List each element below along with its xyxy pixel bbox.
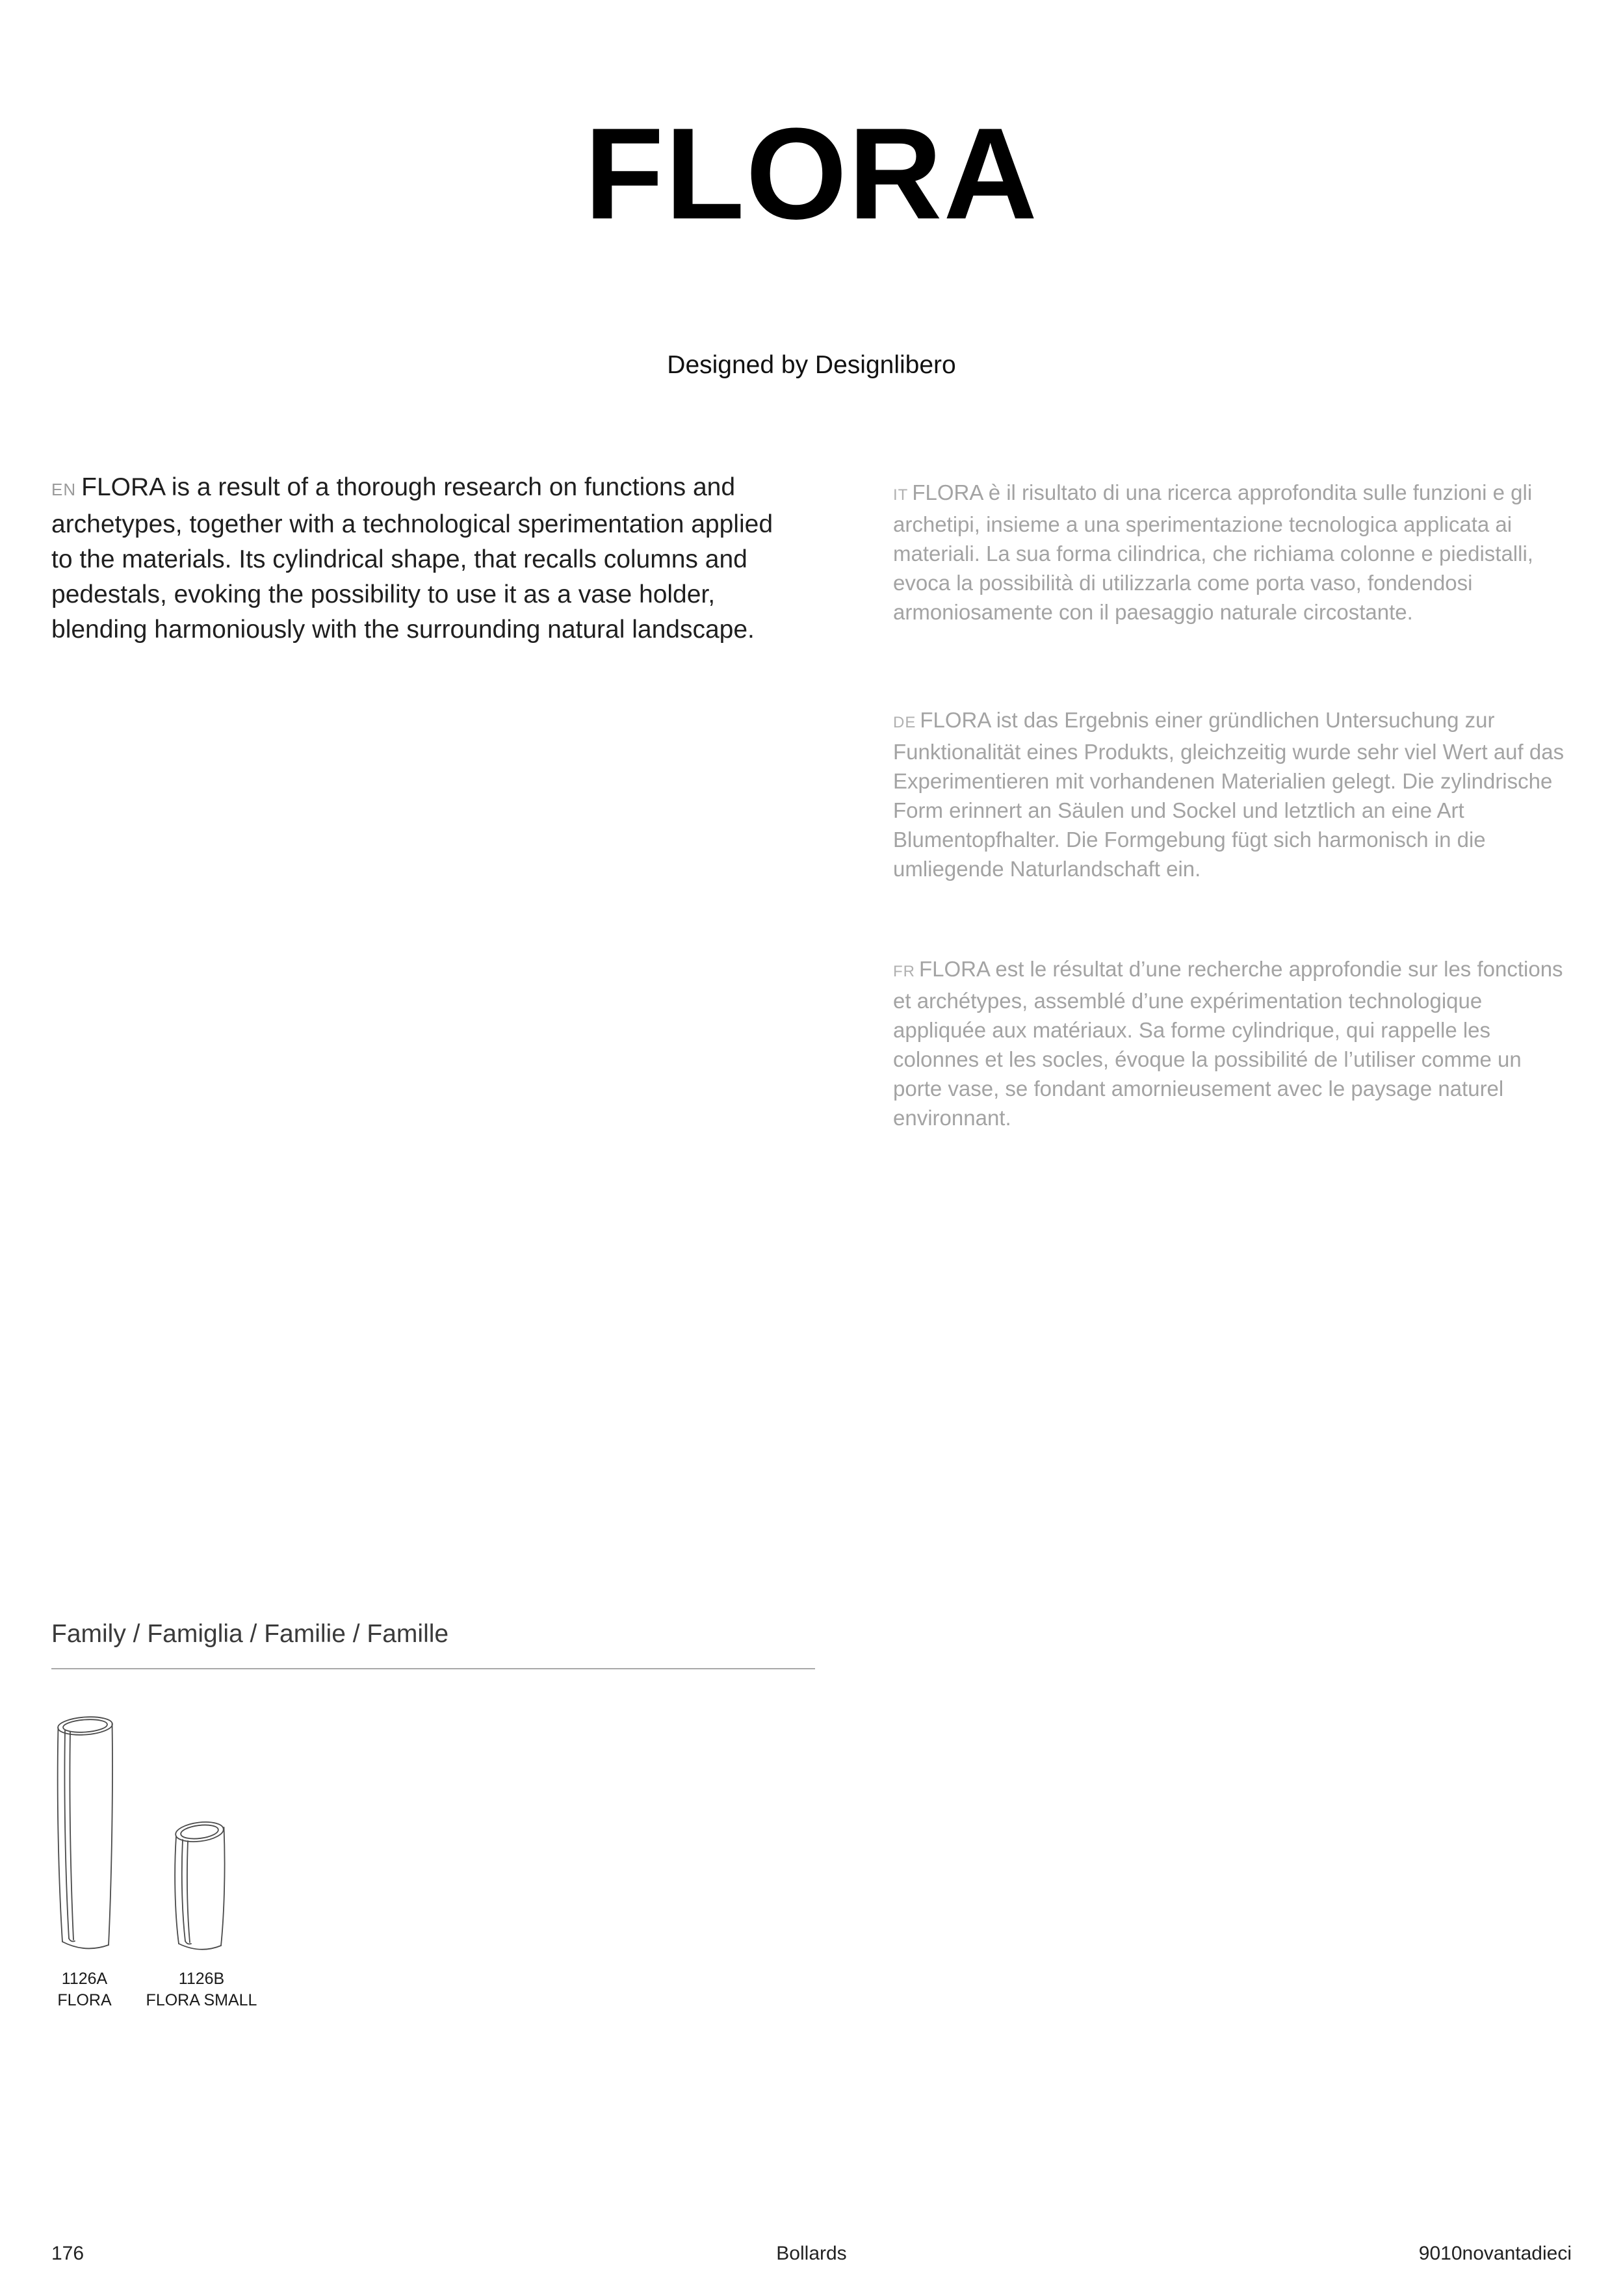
footer-page-number: 176 [51, 2243, 84, 2264]
designer-credit: Designed by Designlibero [667, 351, 956, 379]
description-it [893, 478, 1573, 627]
family-section-divider [51, 1668, 815, 1669]
footer-brand: 9010novantadieci [1418, 2243, 1572, 2264]
lang-tag-fr: FR [893, 963, 915, 980]
description-de [893, 705, 1573, 883]
product-drawing-flora-small [162, 1816, 237, 1957]
product-label-flora [36, 1968, 133, 2011]
product-name: FLORA SMALL [146, 1991, 257, 2009]
lang-tag-de: DE [893, 714, 916, 731]
product-name: FLORA [57, 1991, 112, 2009]
description-fr [893, 954, 1573, 1132]
product-code: 1126A [61, 1970, 108, 1988]
product-label-flora-small [138, 1968, 265, 2011]
lang-tag-en: EN [51, 480, 77, 499]
product-drawing-flora [51, 1714, 119, 1957]
lang-tag-it: IT [893, 486, 909, 504]
page-title: FLORA [584, 101, 1039, 246]
product-code: 1126B [178, 1970, 225, 1988]
description-en [51, 470, 779, 647]
family-section-heading: Family / Famiglia / Familie / Famille [51, 1620, 449, 1648]
footer-category: Bollards [776, 2243, 847, 2264]
description-en-text: FLORA is a result of a thorough research on functions and archetypes, together with a technological sperimentation applied to the materials. Its cylindrical shape, that recalls columns and pedestals, evoking the possibility to use it as a vase holder, blending harmoniously with the surrounding natural landscape. [51, 473, 773, 644]
description-de-text: FLORA ist das Ergebnis einer gründlichen Untersuchung zur Funktionalität eines Produkts, gleichzeitig wurde sehr viel Wert auf das Experimentieren mit vorhandenen Materialien gelegt. Die zylindrische Form erinnert an Säulen und Sockel und letztlich an eine Art Blumentopfhalter. Die Formgebung fügt sich harmonisch in die umliegende Naturlandschaft ein. [893, 708, 1565, 881]
description-it-text: FLORA è il risultato di una ricerca approfondita sulle funzioni e gli archetipi, insieme a una sperimentazione tecnologica applicata ai materiali. La sua forma cilindrica, che richiama colonne e piedistalli, evoca la possibilità di utilizzarla come porta vaso, fondendosi armoniosamente con il paesaggio naturale circostante. [893, 480, 1533, 624]
description-fr-text: FLORA est le résultat d’une recherche approfondie sur les fonctions et archétypes, assemblé d’une expérimentation technologique appliquée aux matériaux. Sa forme cylindrique, qui rappelle les colonnes et les socles, évoque la possibilité de l’utiliser comme un porte vase, se fondant amornieusement avec le paysage naturel environnant. [893, 957, 1563, 1130]
